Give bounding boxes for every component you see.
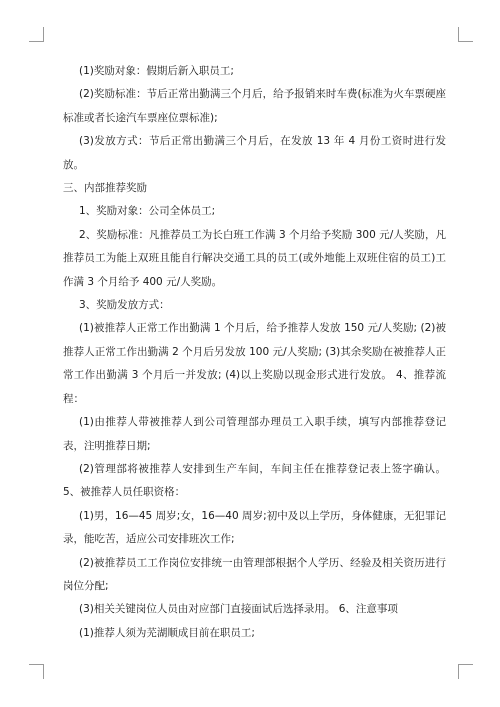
paragraph: (2)被推荐员工工作岗位安排统一由管理部根据个人学历、经验及相关资历进行岗位分配; <box>63 556 446 592</box>
paragraph: (2)管理部将被推荐人安排到生产车间，车间主任在推荐登记表上签字确认。 5、被推荐人员任职资格： <box>63 462 446 499</box>
document-body <box>63 60 446 645</box>
paragraph: (3)相关关键岗位人员由对应部门直接面试后选择录用。 6、注意事项 <box>79 603 398 616</box>
corner-mark-top-right <box>458 27 473 42</box>
paragraph: (2)奖励标准：节后正常出勤满三个月后，给予报销来时车费(标准为火车票硬座标准或者长途汽车票座位票标准); <box>63 88 446 124</box>
corner-mark-bottom-left <box>29 664 44 679</box>
section-heading: 三、内部推荐奖励 <box>63 182 147 195</box>
corner-mark-top-left <box>29 27 44 42</box>
corner-mark-bottom-right <box>458 664 473 679</box>
paragraph: (1)男，16—45 周岁;女，16—40 周岁;初中及以上学历，身体健康，无犯罪记录，能吃苦，适应公司安排班次工作; <box>63 509 446 546</box>
paragraph: (1)奖励对象：假期后新入职员工; <box>79 65 234 77</box>
paragraph: (1)由推荐人带被推荐人到公司管理部办理员工入职手续，填写内部推荐登记表，注明推荐日期; <box>63 416 446 452</box>
paragraph: (1)被推荐人正常工作出勤满 1 个月后，给予推荐人发放 150 元/人奖励; (2)被推荐人正常工作出勤满 2 个月后另发放 100 元/人奖励; (3)其余奖励在被推荐人正常工作出勤满 3 个月后一并发放; (4)以上奖励以现金形式进行发放。 4、推荐流程： <box>63 322 446 405</box>
paragraph: 2、奖励标准：凡推荐员工为长白班工作满 3 个月给予奖励 300 元/人奖励，凡推荐员工为能上双班且能自行解决交通工具的员工(或外地能上双班住宿的员工)工作满 3 个月给予 400 元/人奖励。 <box>63 228 446 288</box>
paragraph: 1、奖励对象：公司全体员工; <box>79 205 216 218</box>
paragraph: (3)发放方式：节后正常出勤满三个月后，在发放 13 年 4 月份工资时进行发放。 <box>63 135 446 171</box>
paragraph: (1)推荐人须为芜湖顺成目前在职员工; <box>79 626 255 639</box>
paragraph: 3、奖励发放方式： <box>79 299 170 312</box>
